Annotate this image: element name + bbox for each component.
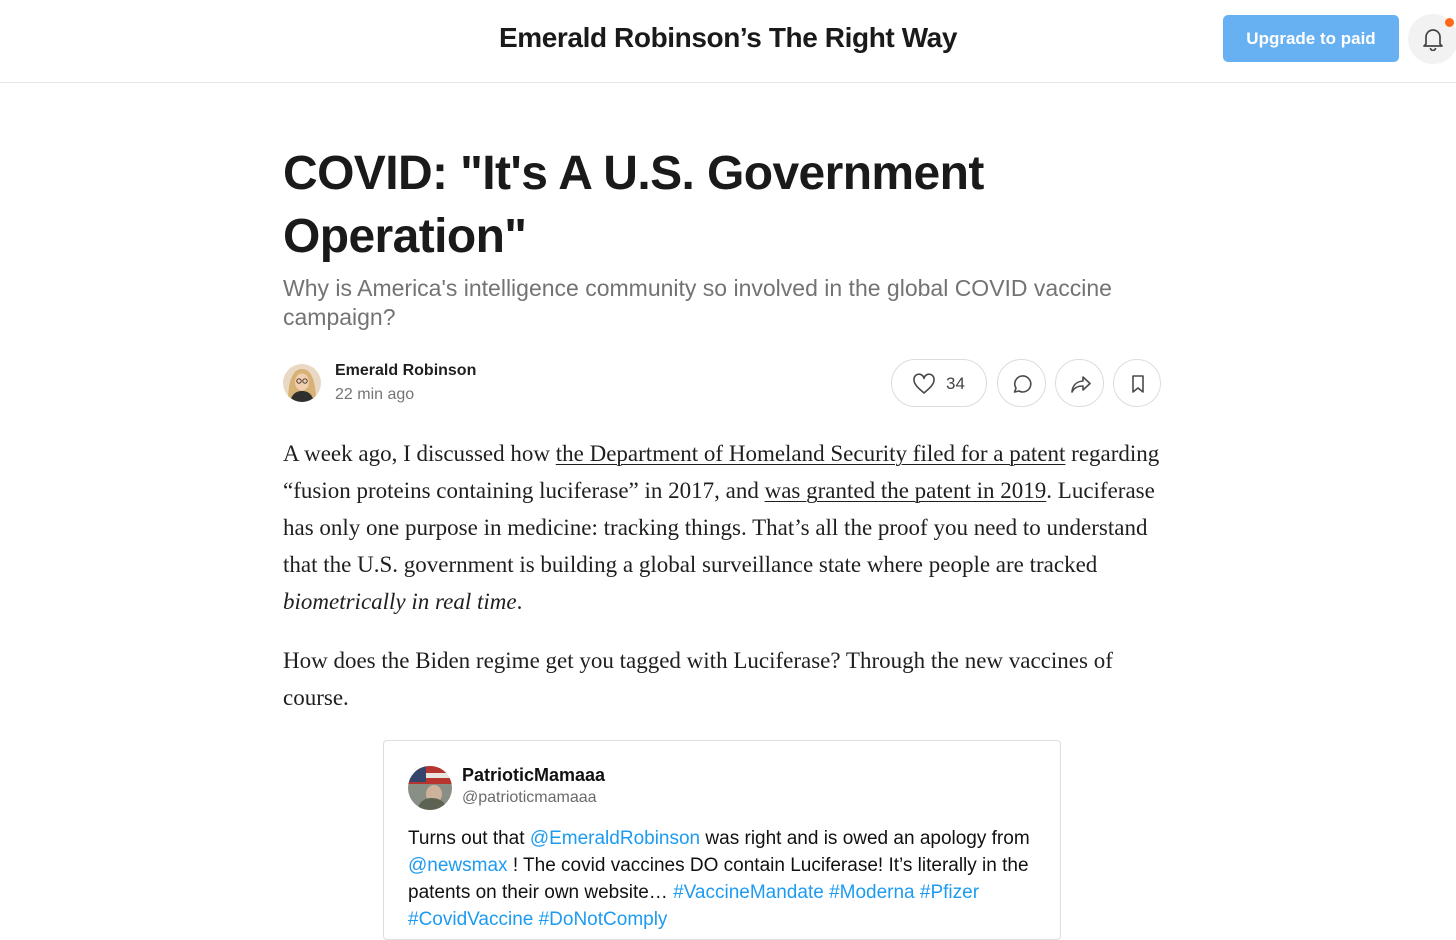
text-run: regarding “fusion proteins containing luciferase” in 2017, and xyxy=(283,441,1160,503)
notifications-button[interactable] xyxy=(1408,14,1456,64)
author-avatar[interactable] xyxy=(283,364,321,402)
text-run: . Luciferase has only one purpose in medicine: tracking things. That’s all the proof you need to understand that the U.S. government is building a global surveillance state where people are tracked xyxy=(283,478,1155,577)
tweet-author-name[interactable]: PatrioticMamaaa xyxy=(462,765,606,785)
text-run: ! The covid vaccines DO contain Luciferase! It’s literally in the patents on their own website… xyxy=(408,855,1029,903)
author-name[interactable]: Emerald Robinson xyxy=(335,362,477,379)
tweet-text xyxy=(408,825,1044,933)
text-run: was right and is owed an apology from xyxy=(700,828,1030,849)
tweet-avatar[interactable] xyxy=(408,766,452,810)
patent-granted-link[interactable]: was granted the patent in 2019 xyxy=(764,478,1047,503)
body-paragraph: How does the Biden regime get you tagged with Luciferase? Through the new vaccines of course. xyxy=(283,648,1113,710)
share-button[interactable] xyxy=(1055,359,1104,407)
upgrade-to-paid-button[interactable]: Upgrade to paid xyxy=(1223,15,1399,62)
post-date: 22 min ago xyxy=(335,386,415,403)
bookmark-icon xyxy=(1127,373,1149,395)
text-run: . xyxy=(516,589,523,614)
mention-link[interactable]: @newsmax xyxy=(408,855,508,876)
like-count: 34 xyxy=(946,374,965,393)
body-paragraph xyxy=(283,435,1163,620)
hashtag-links[interactable]: #VaccineMandate #Moderna #Pfizer #CovidVaccine #DoNotComply xyxy=(408,882,980,930)
post-subtitle: Why is America's intelligence community so involved in the global COVID vaccine campaign? xyxy=(283,275,1112,330)
embedded-tweet[interactable] xyxy=(383,740,1061,940)
emphasis-text: biometrically in real time xyxy=(283,589,517,614)
post-title: COVID: "It's A U.S. Government Operation" xyxy=(283,147,984,263)
share-icon xyxy=(1069,373,1093,395)
text-run: A week ago, I discussed how xyxy=(283,441,556,466)
comment-button[interactable] xyxy=(997,359,1046,407)
bookmark-button[interactable] xyxy=(1113,359,1161,407)
top-bar xyxy=(0,0,1456,83)
heart-icon xyxy=(912,373,936,395)
notification-dot xyxy=(1445,18,1454,27)
text-run: Turns out that xyxy=(408,828,530,849)
mention-link[interactable]: @EmeraldRobinson xyxy=(529,828,701,849)
dhs-patent-filing-link[interactable]: the Department of Homeland Security filed for a patent xyxy=(555,441,1066,466)
publication-title[interactable]: Emerald Robinson’s The Right Way xyxy=(498,22,958,53)
tweet-author-handle[interactable]: @patrioticmamaaa xyxy=(462,789,597,806)
comment-icon xyxy=(1011,373,1033,395)
like-button[interactable] xyxy=(891,359,987,407)
bell-icon xyxy=(1422,27,1444,51)
